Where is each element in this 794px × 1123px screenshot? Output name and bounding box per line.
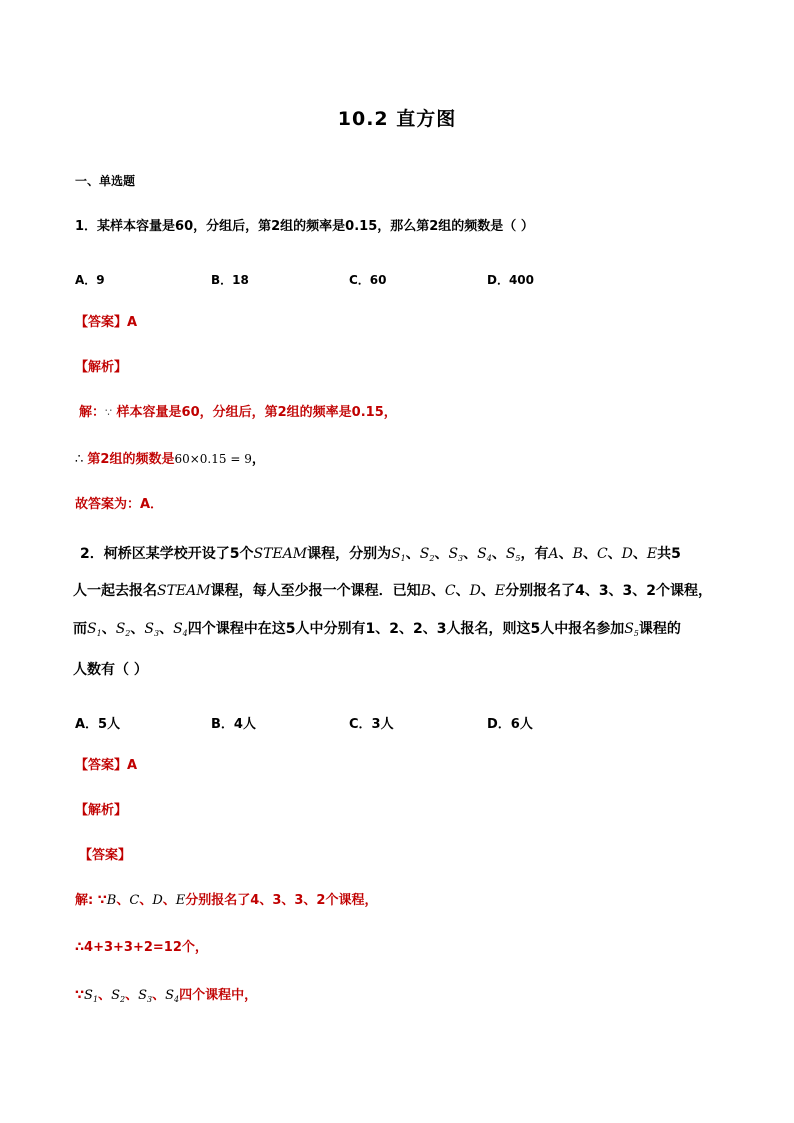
- q2-text: 而: [73, 621, 87, 637]
- person-e: E: [494, 583, 506, 599]
- course-s2: $S_2$: [111, 988, 126, 1004]
- sep: 、: [125, 988, 139, 1003]
- person-c: C: [129, 893, 140, 908]
- sep: 、: [480, 583, 495, 599]
- q1-stem: 1．某样本容量是60，分组后，第2组的频率是0.15，那么第2组的频数是（ ）: [75, 219, 534, 234]
- sep: 、: [116, 893, 130, 908]
- q2-stem-line-3: [73, 619, 681, 639]
- sep: 、: [98, 988, 112, 1003]
- sep: 、: [491, 546, 506, 562]
- q2-text: 课程，分别为: [307, 546, 392, 562]
- q1-solution-line-2: [75, 450, 265, 469]
- q2-text: 四个课程中在这5人中分别有1、2、2、3人报名，则这5人中报名参加: [187, 621, 625, 637]
- q1-option-d: D．400: [487, 273, 535, 287]
- sep: 、: [159, 621, 174, 637]
- q2-solution-line-3: [75, 987, 257, 1005]
- sep: 、: [405, 546, 420, 562]
- course-s3: $S_3$: [138, 988, 153, 1004]
- sep: 、: [607, 546, 622, 562]
- course-s4: $S_4$: [165, 988, 180, 1004]
- course-s2: $S_2$: [419, 546, 435, 563]
- sep: 、: [434, 546, 449, 562]
- q2-stem-line-2: [73, 581, 712, 601]
- therefore-symbol: ∴: [75, 452, 84, 467]
- course-s1: $S_1$: [84, 988, 99, 1004]
- person-e: E: [175, 893, 186, 908]
- q2-sol3-text: 四个课程中，: [179, 988, 258, 1003]
- q2-text: 共5: [657, 546, 681, 562]
- q2-text: 课程，每人至少报一个课程．已知: [210, 583, 421, 599]
- q2-text: ，有: [520, 546, 549, 562]
- q2-answer: [75, 757, 137, 775]
- q2-option-c: C．3人: [349, 717, 394, 732]
- q2-analysis-label: 【解析】: [75, 803, 128, 818]
- steam-term: STEAM: [157, 583, 211, 599]
- q2-solution-line-2: ∴4+3+3+2=12个，: [75, 940, 208, 955]
- q1-sol2-end: ，: [251, 452, 265, 467]
- course-s3: $S_3$: [144, 621, 160, 638]
- q1-option-b: B．18: [211, 273, 249, 287]
- sep: 、: [455, 583, 470, 599]
- person-c: C: [596, 546, 608, 562]
- section-heading: 一、单选题: [75, 174, 136, 188]
- because-symbol: ∵: [75, 988, 85, 1003]
- course-s5: $S_5$: [505, 546, 521, 563]
- q1-analysis-label: 【解析】: [75, 360, 128, 375]
- page-title: 10.2 直方图: [337, 108, 457, 130]
- person-d: D: [152, 893, 163, 908]
- q1-option-c: C．60: [349, 273, 387, 287]
- sep: 、: [101, 621, 116, 637]
- person-b: B: [572, 546, 583, 562]
- course-s4: $S_4$: [477, 546, 492, 563]
- person-b: B: [420, 583, 431, 599]
- q2-option-a: A．5人: [75, 717, 121, 732]
- sep: 、: [152, 988, 166, 1003]
- q2-inner-answer-label: 【答案】: [79, 848, 132, 863]
- q2-text: 课程的: [638, 621, 681, 637]
- person-b: B: [106, 893, 117, 908]
- q2-option-d: D．6人: [487, 717, 533, 732]
- q2-stem-line-4: 人数有（ ）: [73, 662, 148, 678]
- q1-option-a: A．9: [75, 273, 105, 287]
- q2-text: 人一起去报名: [73, 583, 157, 599]
- q1-solution-line-3: 故答案为：A．: [75, 497, 164, 512]
- person-d: D: [621, 546, 633, 562]
- q1-sol1-text: 样本容量是60，分组后，第2组的频率是0.15，: [116, 405, 397, 420]
- sep: 、: [582, 546, 597, 562]
- q1-sol2-text: 第2组的频数是: [87, 452, 175, 467]
- q2-answer-label: 【答案】: [75, 758, 128, 773]
- course-s4: $S_4$: [173, 621, 188, 638]
- sep: 、: [130, 621, 145, 637]
- course-s1: $S_1$: [391, 546, 406, 563]
- q2-answer-value: A: [127, 758, 138, 773]
- q2-sol1-prefix: 解: ∵: [75, 893, 107, 908]
- q1-sol2-math: 60×0.15 = 9: [174, 452, 252, 466]
- sep: 、: [463, 546, 478, 562]
- sep: 、: [139, 893, 153, 908]
- q2-text: 2．柯桥区某学校开设了5个: [80, 546, 254, 562]
- person-a: A: [548, 546, 559, 562]
- sep: 、: [632, 546, 647, 562]
- q1-solution-line-1: [79, 404, 397, 422]
- q2-option-b: B．4人: [211, 717, 256, 732]
- steam-term: STEAM: [253, 546, 308, 562]
- person-e: E: [646, 546, 658, 562]
- course-s2: $S_2$: [115, 621, 131, 638]
- sep: 、: [162, 893, 176, 908]
- q2-stem-line-1: [80, 544, 681, 564]
- q1-sol1-prefix: 解：: [79, 405, 106, 420]
- course-s5: $S_5$: [624, 621, 639, 638]
- person-d: D: [469, 583, 481, 599]
- because-symbol: ∵: [105, 406, 113, 419]
- q2-text: 分别报名了4、3、3、2个课程，: [505, 583, 713, 599]
- q1-answer-value: A: [127, 315, 138, 330]
- q1-answer: [75, 314, 137, 332]
- q2-sol1-text: 分别报名了4、3、3、2个课程，: [185, 893, 378, 908]
- q2-solution-line-1: [75, 892, 377, 910]
- q1-answer-label: 【答案】: [75, 315, 128, 330]
- sep: 、: [430, 583, 445, 599]
- course-s3: $S_3$: [448, 546, 464, 563]
- sep: 、: [558, 546, 573, 562]
- course-s1: $S_1$: [87, 621, 102, 638]
- person-c: C: [444, 583, 456, 599]
